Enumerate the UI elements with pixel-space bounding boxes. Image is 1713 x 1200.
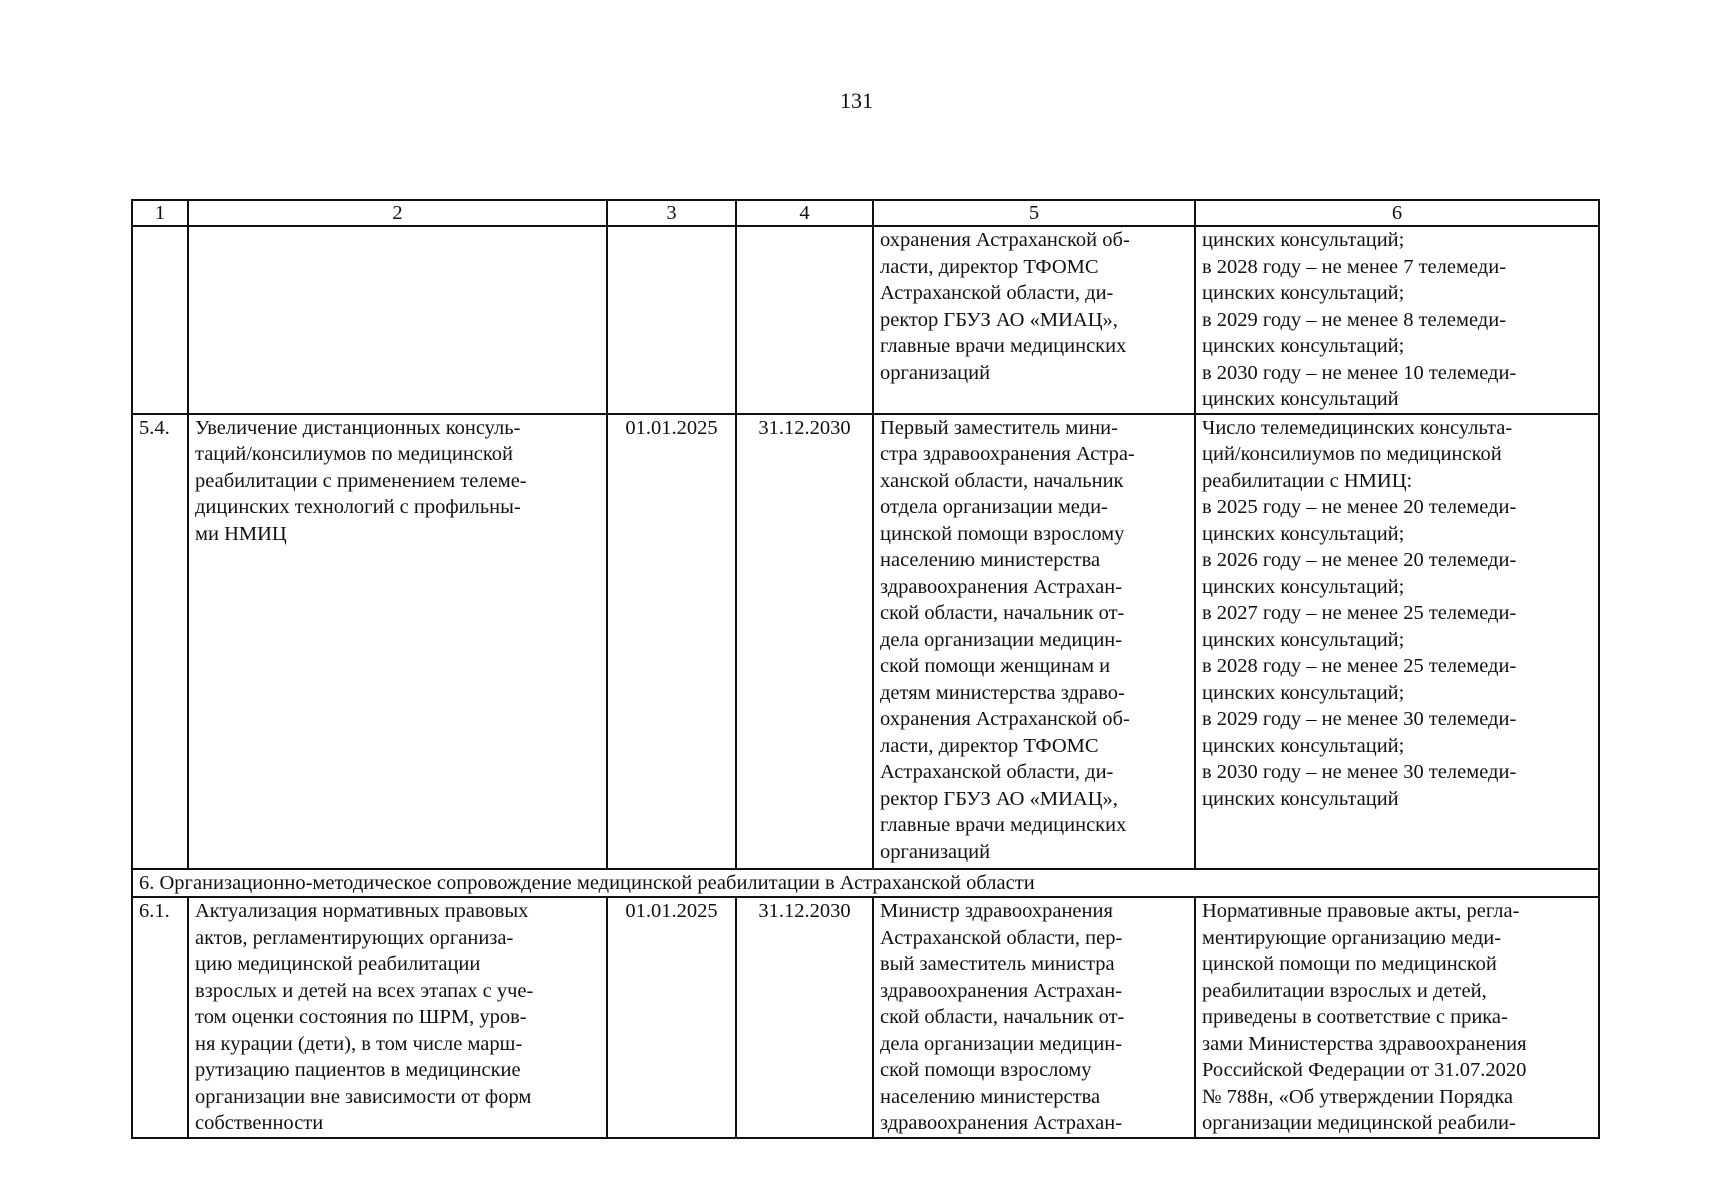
activity-cell (188, 414, 607, 869)
cell-text-line: приведены в соответствие с прика- (1202, 1006, 1508, 1028)
cell-text-line: в 2029 году – не менее 30 телемеди- (1202, 708, 1517, 730)
table-row-5-4 (132, 414, 1599, 869)
cell-text-line: ций/консилиумов по медицинской (1202, 443, 1502, 465)
row-number-cell: 5.4. (132, 414, 188, 869)
activity-cell (188, 226, 607, 414)
cell-text-line: ня курации (дети), в том числе марш- (195, 1032, 523, 1055)
cell-text-line: главные врачи медицинских (880, 814, 1127, 836)
cell-text-line: № 788н, «Об утверждении Порядка (1202, 1085, 1514, 1108)
cell-text-line: Астраханской области, ди- (880, 761, 1114, 783)
cell-text-line: дицинских технологий с профильны- (195, 496, 521, 518)
section-header-row (132, 869, 1599, 898)
cell-text-line: ской области, начальник от- (880, 1006, 1125, 1028)
cell-text-line: дела организации медицин- (880, 1032, 1123, 1055)
cell-text-line: цинской помощи взрослому (880, 522, 1125, 545)
cell-text-line: в 2030 году – не менее 30 телемеди- (1202, 761, 1517, 783)
cell-text-line: цинских консультаций (1202, 388, 1399, 410)
cell-text-line: Актуализация нормативных правовых (195, 900, 529, 922)
cell-text-line: отдела организации меди- (880, 496, 1108, 518)
section-title: 6. Организационно-методическое сопровождение медицинской реабилитации в Астраханской области (132, 869, 1599, 898)
cell-text-line: в 2025 году – не менее 20 телемеди- (1202, 496, 1517, 518)
cell-text-line: в 2028 году – не менее 25 телемеди- (1202, 655, 1517, 677)
start-date-cell (607, 226, 736, 414)
col-header-3: 3 (607, 200, 736, 226)
cell-text-line: Российской Федерации от 31.07.2020 (1202, 1059, 1527, 1081)
cell-text-line: охранения Астраханской об- (880, 708, 1130, 730)
cell-text-line: ласти, директор ТФОМС (880, 734, 1099, 757)
row-number-cell: 6.1. (132, 897, 188, 1138)
cell-text-line: здравоохранения Астрахан- (880, 979, 1123, 1002)
cell-text-line: в 2029 году – не менее 8 телемеди- (1202, 308, 1507, 331)
cell-text-line: актов, регламентирующих организа- (195, 926, 514, 949)
cell-text-line: цинских консультаций; (1202, 335, 1405, 357)
cell-text-line: цинских консультаций; (1202, 681, 1405, 704)
cell-text-line: ской области, начальник от- (880, 602, 1125, 624)
cell-text-line: ректор ГБУЗ АО «МИАЦ», (880, 308, 1118, 331)
cell-text-line: цинских консультаций; (1202, 522, 1405, 545)
cell-text-line: организаций (880, 361, 991, 384)
col-header-1: 1 (132, 200, 188, 226)
cell-text-line: рутизацию пациентов в медицинские (195, 1059, 521, 1081)
cell-text-line: ханской области, начальник (880, 469, 1124, 492)
cell-text-line: цинских консультаций; (1202, 628, 1405, 651)
cell-text-line: организации медицинской реабили- (1202, 1112, 1516, 1134)
cell-text-line: организации вне зависимости от форм (195, 1085, 532, 1108)
col-header-6: 6 (1195, 200, 1599, 226)
cell-text-line: здравоохранения Астрахан- (880, 575, 1123, 598)
cell-text-line: реабилитации с НМИЦ: (1202, 469, 1413, 492)
cell-text-line: ми НМИЦ (195, 522, 287, 545)
cell-text-line: ректор ГБУЗ АО «МИАЦ», (880, 787, 1118, 810)
cell-text-line: ской помощи взрослому (880, 1059, 1092, 1081)
cell-text-line: стра здравоохранения Астра- (880, 443, 1135, 465)
cell-text-line: Астраханской области, пер- (880, 926, 1123, 949)
cell-text-line: цинской помощи по медицинской (1202, 953, 1497, 975)
cell-text-line: цинских консультаций; (1202, 575, 1405, 598)
end-date-cell (736, 226, 873, 414)
activity-cell (188, 897, 607, 1138)
cell-text-line: цинских консультаций; (1202, 734, 1405, 757)
activity-plan-table (131, 199, 1600, 1139)
cell-text-line: в 2028 году – не менее 7 телемеди- (1202, 255, 1507, 278)
cell-text-line: реабилитации взрослых и детей, (1202, 979, 1487, 1002)
table-row-6-1 (132, 897, 1599, 1138)
cell-text-line: охранения Астраханской об- (880, 229, 1130, 251)
col-header-5: 5 (873, 200, 1195, 226)
page-number: 131 (840, 88, 873, 113)
cell-text-line: населению министерства (880, 549, 1101, 571)
header-row (132, 200, 1599, 226)
cell-text-line: Первый заместитель мини- (880, 416, 1118, 439)
cell-text-line: ской помощи женщинам и (880, 655, 1111, 677)
cell-text-line: ласти, директор ТФОМС (880, 255, 1099, 278)
cell-text-line: Число телемедицинских консульта- (1202, 416, 1513, 439)
cell-text-line: в 2030 году – не менее 10 телемеди- (1202, 361, 1517, 384)
row-number-cell (132, 226, 188, 414)
cell-text-line: в 2026 году – не менее 20 телемеди- (1202, 549, 1517, 571)
cell-text-line: детям министерства здраво- (880, 681, 1125, 704)
col-header-2: 2 (188, 200, 607, 226)
start-date-cell: 01.01.2025 (607, 414, 736, 869)
cell-text-line: вый заместитель министра (880, 953, 1115, 975)
cell-text-line: Увеличение дистанционных консуль- (195, 416, 521, 439)
cell-text-line: ментирующие организацию меди- (1202, 926, 1502, 949)
cell-text-line: Министр здравоохранения (880, 900, 1113, 922)
cell-text-line: Нормативные правовые акты, регла- (1202, 900, 1520, 922)
col-header-4: 4 (736, 200, 873, 226)
cell-text-line: Астраханской области, ди- (880, 282, 1114, 304)
cell-text-line: реабилитации с применением телеме- (195, 469, 527, 492)
cell-text-line: цинских консультаций; (1202, 229, 1405, 251)
cell-text-line: цинских консультаций (1202, 787, 1399, 810)
responsible-cell (873, 226, 1195, 414)
responsible-cell (873, 897, 1195, 1138)
cell-text-line: взрослых и детей на всех этапах с уче- (195, 979, 534, 1002)
start-date-cell: 01.01.2025 (607, 897, 736, 1138)
responsible-cell (873, 414, 1195, 869)
cell-text-line: таций/консилиумов по медицинской (195, 443, 514, 465)
end-date-cell: 31.12.2030 (736, 897, 873, 1138)
cell-text-line: организаций (880, 840, 991, 863)
cell-text-line: собственности (195, 1112, 324, 1134)
indicator-cell (1195, 897, 1599, 1138)
cell-text-line: главные врачи медицинских (880, 335, 1127, 357)
cell-text-line: здравоохранения Астрахан- (880, 1112, 1123, 1134)
cell-text-line: зами Министерства здравоохранения (1202, 1032, 1527, 1055)
cell-text-line: дела организации медицин- (880, 628, 1123, 651)
cell-text-line: цию медицинской реабилитации (195, 953, 481, 975)
indicator-cell (1195, 226, 1599, 414)
end-date-cell: 31.12.2030 (736, 414, 873, 869)
table-row-continued (132, 226, 1599, 414)
cell-text-line: цинских консультаций; (1202, 282, 1405, 304)
cell-text-line: населению министерства (880, 1085, 1101, 1108)
indicator-cell (1195, 414, 1599, 869)
cell-text-line: в 2027 году – не менее 25 телемеди- (1202, 602, 1517, 624)
cell-text-line: том оценки состояния по ШРМ, уров- (195, 1006, 527, 1028)
